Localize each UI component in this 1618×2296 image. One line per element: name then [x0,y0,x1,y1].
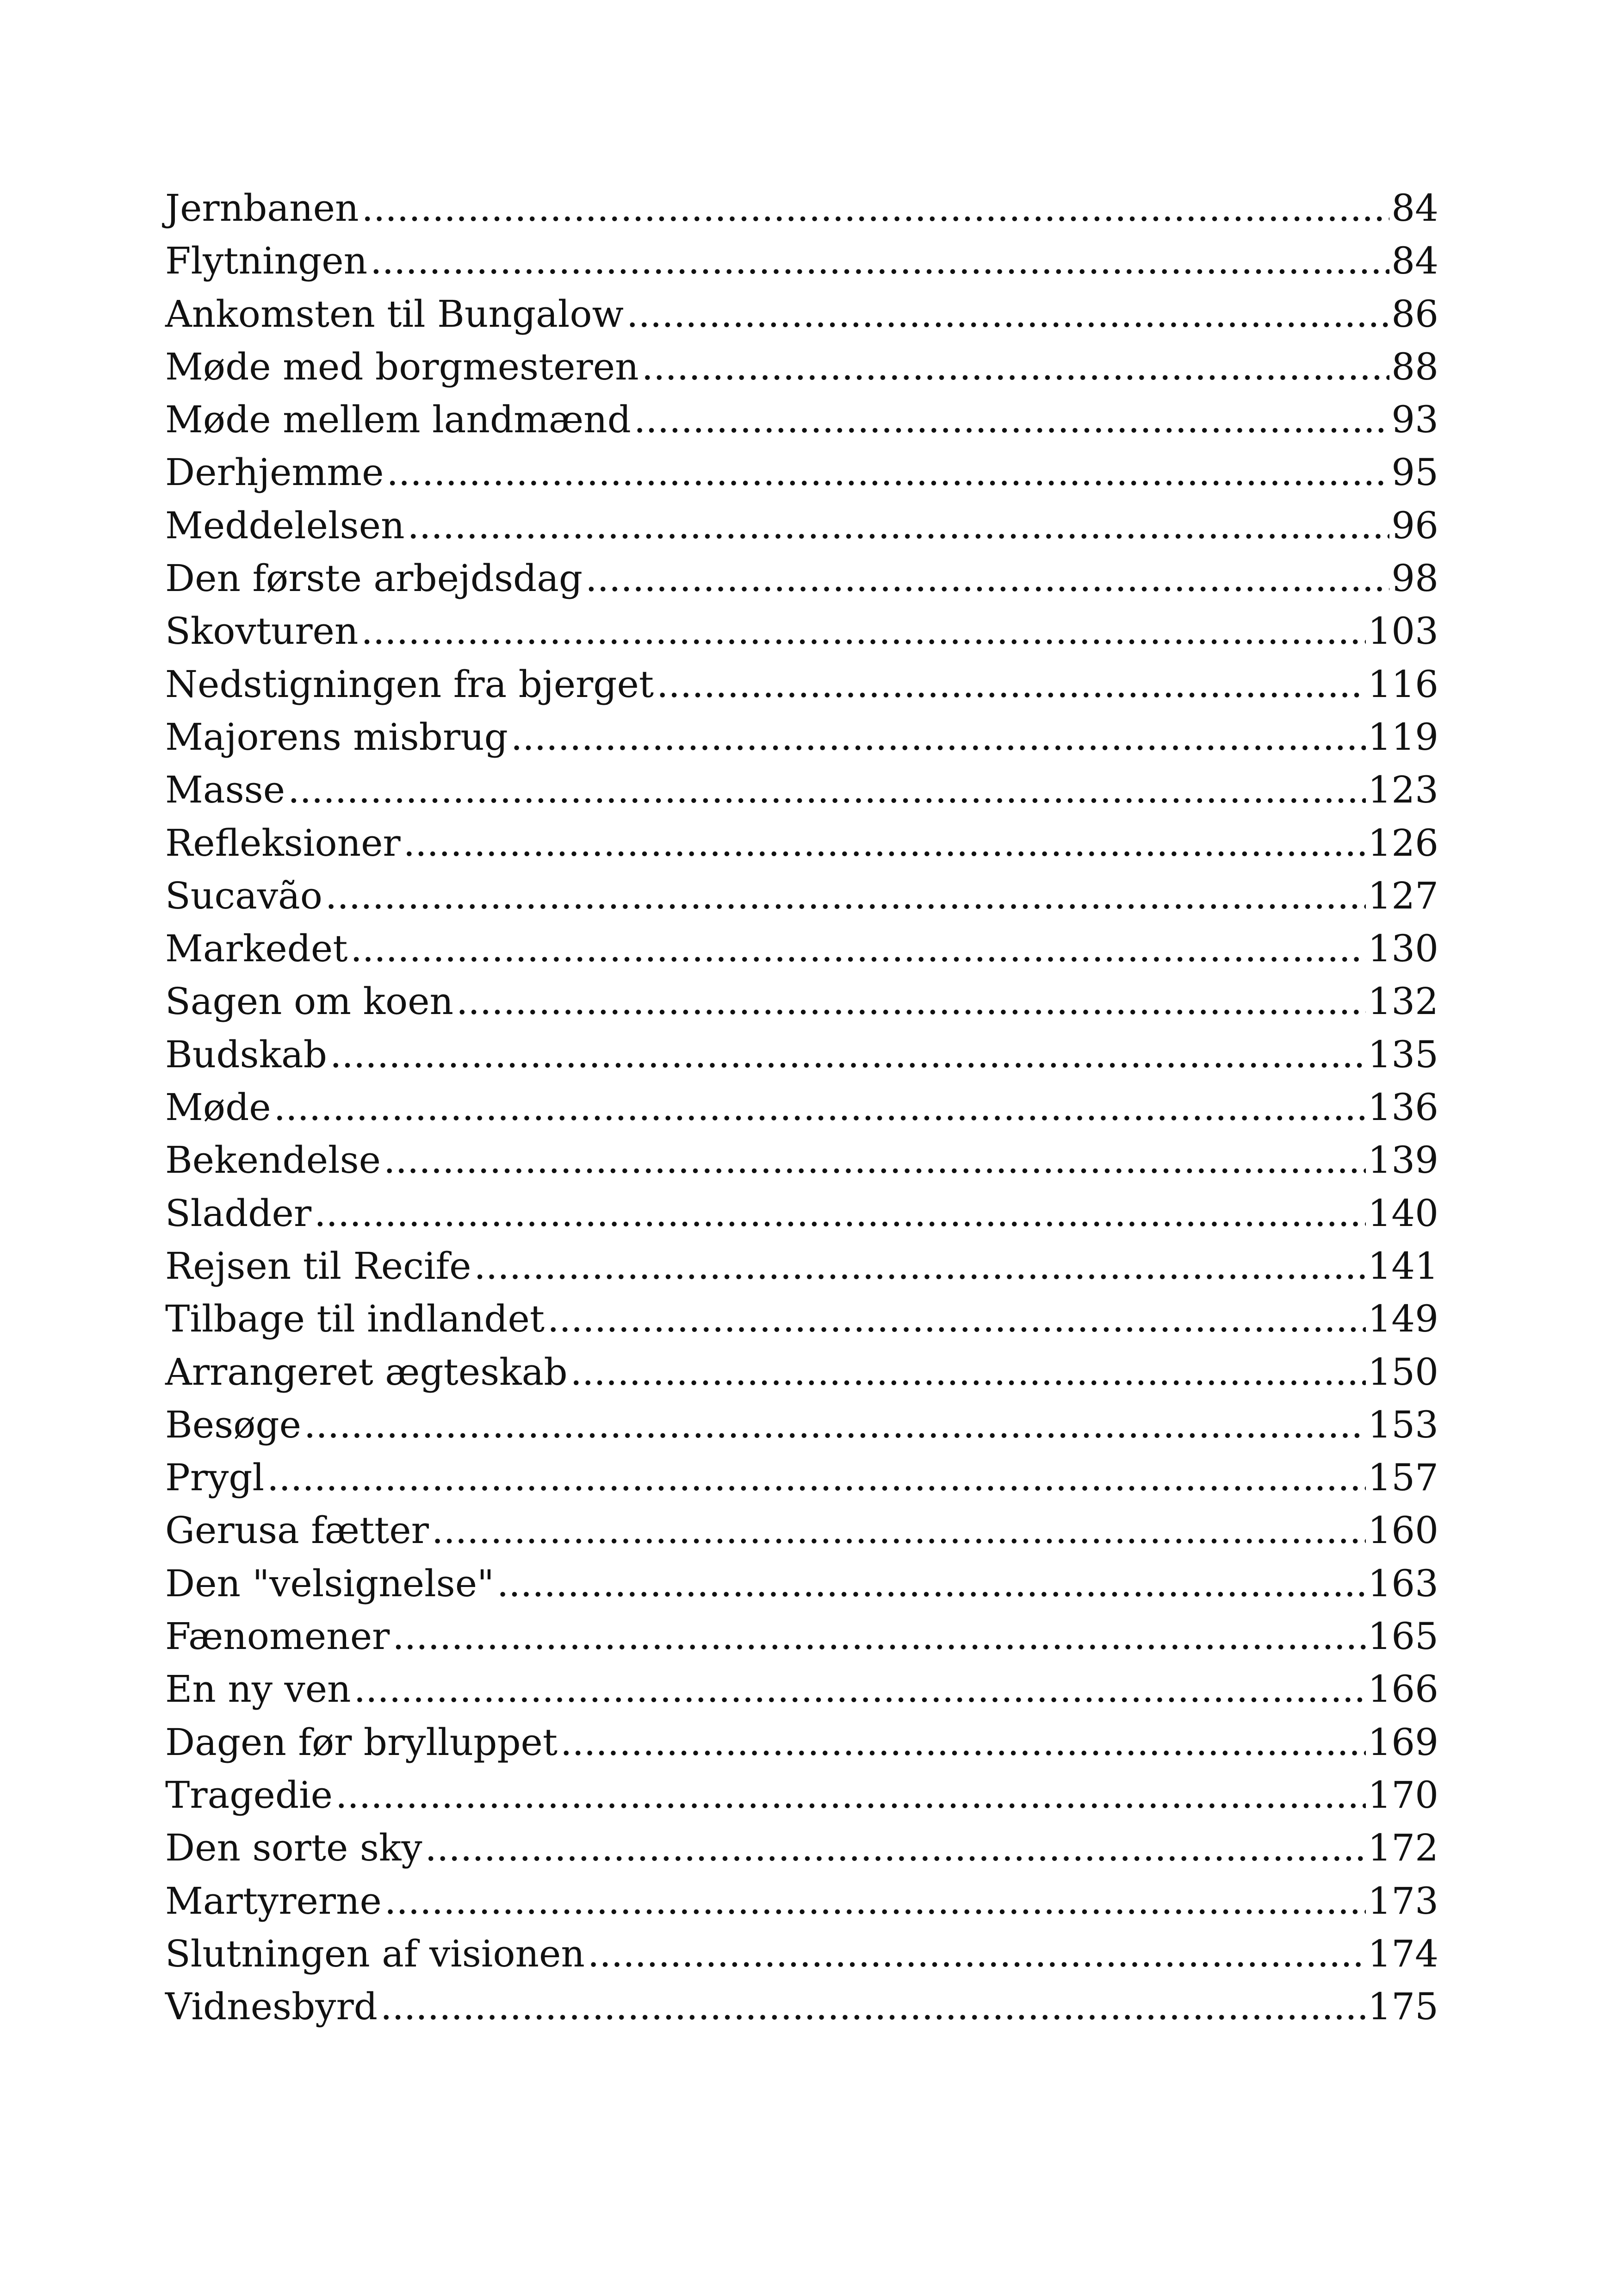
toc-entry-title: Majorens misbrug [165,715,508,759]
toc-entry-title: Gerusa fætter [165,1509,429,1552]
toc-entry [165,1509,1438,1562]
toc-entry-title: Tilbage til indlandet [165,1297,545,1341]
toc-entry [165,610,1438,662]
toc-entry-page-number: 95 [1391,451,1438,494]
toc-entry [165,1879,1438,1932]
toc-entry [165,187,1438,239]
toc-entry-title: Sucavão [165,874,322,917]
toc-entry-page-number: 127 [1368,874,1438,917]
toc-entry-page-number: 173 [1368,1879,1438,1923]
toc-entry-title: Møde [165,1086,271,1129]
toc-dot-leader [361,610,1366,653]
toc-entry-title: Den sorte sky [165,1826,422,1870]
toc-dot-leader [497,1562,1366,1605]
toc-dot-leader [350,927,1366,970]
toc-dot-leader [380,1985,1366,2028]
toc-entry-page-number: 88 [1391,345,1438,388]
toc-entry [165,1932,1438,1985]
toc-entry-title: Rejsen til Recife [165,1244,471,1288]
toc-dot-leader [432,1509,1366,1552]
toc-entry-title: Budskab [165,1033,327,1076]
toc-dot-leader [330,1033,1366,1076]
toc-dot-leader [386,451,1389,494]
toc-entry-page-number: 93 [1391,398,1438,442]
toc-entry-page-number: 135 [1368,1033,1438,1076]
toc-entry-page-number: 130 [1368,927,1438,971]
toc-entry-title: Vidnesbyrd [165,1985,378,2028]
toc-entry-title: Prygl [165,1456,265,1500]
toc-entry-page-number: 103 [1368,610,1438,653]
toc-entry-title: Den første arbejdsdag [165,557,583,600]
toc-entry [165,980,1438,1033]
toc-dot-leader [585,557,1389,600]
toc-entry [165,1615,1438,1668]
toc-entry [165,874,1438,927]
toc-entry [165,1826,1438,1879]
toc-dot-leader [325,874,1366,917]
toc-entry-page-number: 165 [1368,1615,1438,1658]
toc-entry [165,557,1438,610]
toc-entry [165,1086,1438,1139]
toc-entry [165,504,1438,557]
toc-dot-leader [547,1297,1366,1340]
toc-entry-page-number: 153 [1368,1403,1438,1446]
toc-dot-leader [384,1139,1366,1182]
toc-dot-leader [456,980,1366,1023]
toc-entry [165,716,1438,768]
toc-entry [165,1668,1438,1720]
toc-entry [165,1350,1438,1403]
toc-entry-title: Sagen om koen [165,980,453,1023]
toc-dot-leader [560,1721,1366,1764]
table-of-contents [165,187,1438,2038]
toc-entry [165,451,1438,504]
toc-entry-title: Bekendelse [165,1139,381,1182]
toc-dot-leader [407,504,1389,547]
toc-dot-leader [425,1826,1366,1869]
toc-entry-title: Dagen før brylluppet [165,1720,558,1764]
toc-entry-title: Møde med borgmesteren [165,345,639,388]
toc-entry [165,768,1438,821]
toc-entry [165,927,1438,980]
toc-entry-title: Refleksioner [165,821,401,865]
toc-dot-leader [384,1879,1366,1923]
toc-entry [165,345,1438,398]
toc-entry-title: Ankomsten til Bungalow [165,292,624,336]
toc-entry-title: Tragedie [165,1773,333,1817]
toc-entry-title: Masse [165,768,285,812]
toc-entry-title: Meddelelsen [165,504,405,547]
toc-dot-leader [370,239,1389,282]
toc-entry-page-number: 160 [1368,1509,1438,1552]
toc-entry-page-number: 174 [1368,1932,1438,1975]
toc-entry-page-number: 96 [1391,504,1438,547]
toc-entry [165,1456,1438,1509]
toc-entry [165,1985,1438,2038]
toc-dot-leader [511,716,1366,759]
toc-entry-page-number: 141 [1368,1244,1438,1288]
toc-dot-leader [288,768,1366,811]
toc-dot-leader [335,1773,1366,1817]
toc-entry-page-number: 172 [1368,1826,1438,1870]
toc-entry-page-number: 139 [1368,1139,1438,1182]
toc-entry-title: Jernbanen [165,187,359,230]
toc-entry-page-number: 136 [1368,1086,1438,1129]
toc-entry [165,398,1438,451]
toc-entry-title: Skovturen [165,610,359,653]
toc-entry [165,292,1438,345]
toc-entry [165,1033,1438,1086]
toc-dot-leader [267,1456,1366,1499]
toc-dot-leader [570,1350,1366,1394]
toc-dot-leader [361,187,1389,230]
toc-dot-leader [588,1932,1366,1975]
toc-entry [165,239,1438,292]
toc-entry-page-number: 126 [1368,821,1438,865]
toc-entry [165,1139,1438,1191]
toc-entry [165,1403,1438,1456]
toc-entry-title: Besøge [165,1403,301,1446]
toc-entry-page-number: 98 [1391,557,1438,600]
toc-entry-title: Fænomener [165,1615,390,1658]
toc-entry-page-number: 116 [1368,662,1438,706]
toc-entry [165,1773,1438,1826]
toc-entry-page-number: 150 [1368,1350,1438,1394]
toc-entry-page-number: 86 [1391,292,1438,336]
toc-entry-page-number: 84 [1391,187,1438,230]
toc-dot-leader [657,663,1366,706]
toc-dot-leader [403,821,1366,865]
toc-entry [165,1244,1438,1297]
toc-dot-leader [314,1192,1366,1235]
toc-entry-title: Arrangeret ægteskab [165,1350,568,1394]
toc-entry-page-number: 140 [1368,1191,1438,1235]
toc-entry-page-number: 166 [1368,1668,1438,1711]
toc-entry [165,663,1438,716]
toc-entry-title: Derhjemme [165,451,384,494]
toc-entry [165,1297,1438,1350]
toc-entry-page-number: 132 [1368,980,1438,1023]
toc-dot-leader [354,1668,1366,1711]
toc-entry [165,821,1438,874]
toc-dot-leader [642,345,1390,388]
toc-entry [165,1721,1438,1773]
toc-entry-page-number: 84 [1391,239,1438,283]
toc-entry-title: Den "velsignelse" [165,1562,494,1605]
toc-entry-title: Slutningen af visionen [165,1932,585,1975]
toc-dot-leader [626,292,1389,336]
toc-entry-page-number: 119 [1368,715,1438,759]
toc-entry-title: En ny ven [165,1668,351,1711]
toc-entry-title: Flytningen [165,239,368,283]
toc-entry-title: Sladder [165,1191,312,1235]
toc-entry-title: Martyrerne [165,1879,382,1923]
toc-dot-leader [274,1086,1366,1129]
toc-entry-title: Nedstigningen fra bjerget [165,662,654,706]
toc-dot-leader [634,398,1389,441]
toc-entry-title: Markedet [165,927,348,971]
toc-dot-leader [304,1403,1366,1446]
toc-entry-page-number: 123 [1368,768,1438,812]
toc-entry [165,1192,1438,1244]
toc-entry-page-number: 163 [1368,1562,1438,1605]
toc-entry-page-number: 175 [1368,1985,1438,2028]
toc-dot-leader [474,1244,1366,1288]
toc-entry-page-number: 149 [1368,1297,1438,1341]
toc-entry-page-number: 170 [1368,1773,1438,1817]
toc-dot-leader [392,1615,1366,1658]
toc-entry-page-number: 169 [1368,1720,1438,1764]
toc-entry [165,1562,1438,1615]
toc-entry-title: Møde mellem landmænd [165,398,631,442]
toc-entry-page-number: 157 [1368,1456,1438,1500]
